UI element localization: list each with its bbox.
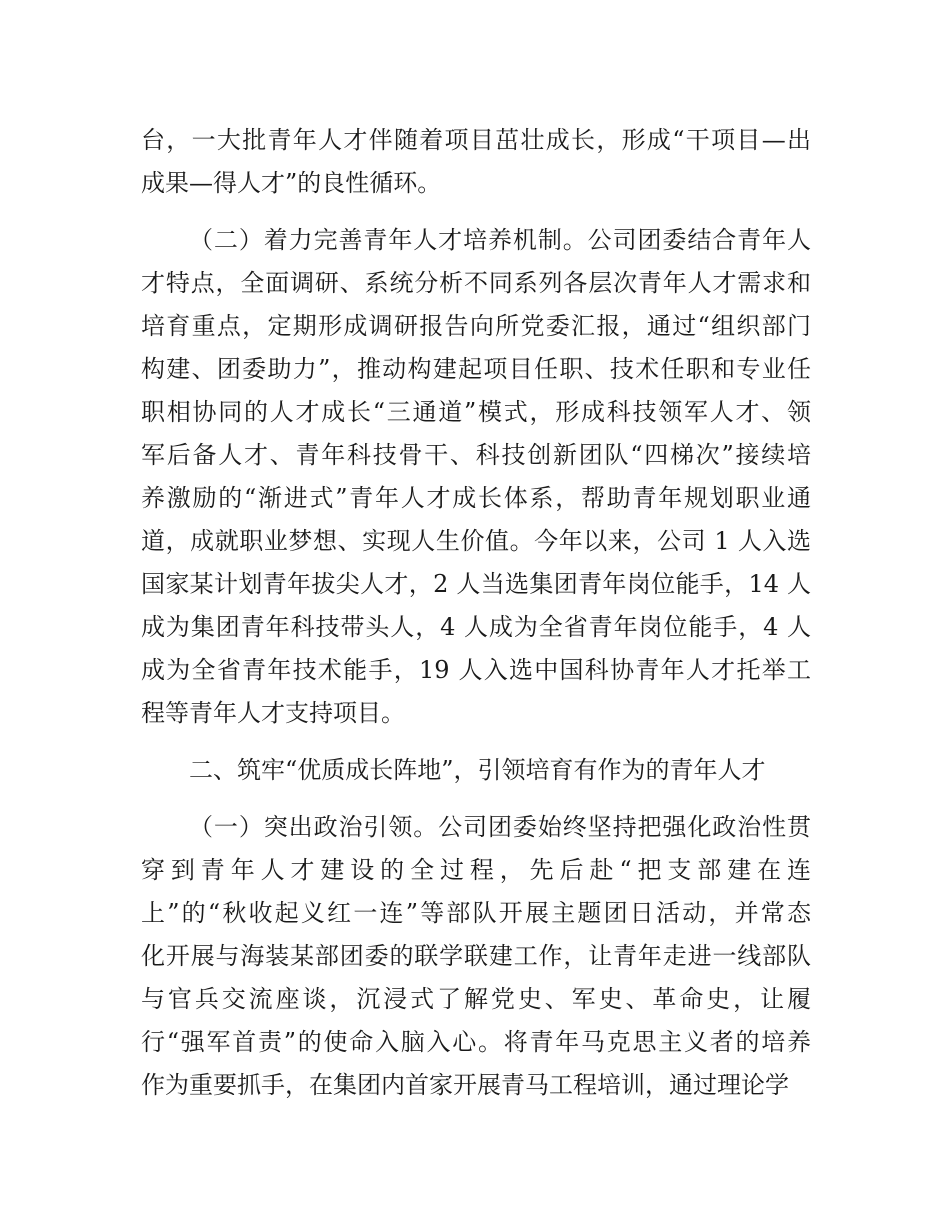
text-line: 穿到青年人才建设的全过程，先后赴“把支部建在连	[141, 856, 811, 884]
text-line: 养激励的“渐进式”青年人才成长体系，帮助青年规划职业通	[141, 484, 811, 512]
text-line: 军后备人才、青年科技骨干、科技创新团队“四梯次”接续培	[141, 441, 811, 469]
paragraph-gap	[141, 792, 811, 806]
paragraph-gap	[141, 735, 811, 749]
text-line: 化开展与海装某部团委的联学联建工作，让青年走进一线部队	[141, 942, 811, 970]
text-line: 构建、团委助力”，推动构建起项目任职、技术任职和专业任	[141, 355, 811, 383]
text-line: 成果—得人才”的良性循环。	[141, 169, 442, 197]
text-line: （二）着力完善青年人才培养机制。公司团委结合青年人	[189, 226, 811, 254]
text-line: 台，一大批青年人才伴随着项目茁壮成长，形成“干项目—出	[141, 126, 811, 154]
text-line: 成为全省青年技术能手，19 人入选中国科协青年人才托举工	[141, 656, 811, 684]
text-line: 行“强军首责”的使命入脑入心。将青年马克思主义者的培养	[141, 1028, 811, 1056]
paragraph	[141, 119, 811, 205]
text-line: 职相协同的人才成长“三通道”模式，形成科技领军人才、领	[141, 398, 811, 426]
text-line: 作为重要抓手，在集团内首家开展青马工程培训，通过理论学	[141, 1071, 789, 1099]
text-line: 国家某计划青年拔尖人才，2 人当选集团青年岗位能手，14 人	[141, 570, 811, 598]
text-line: 程等青年人才支持项目。	[141, 699, 405, 727]
paragraph	[141, 219, 811, 735]
text-line: 与官兵交流座谈，沉浸式了解党史、军史、革命史，让履	[141, 985, 811, 1013]
text-line: 二、筑牢“优质成长阵地”，引领培育有作为的青年人才	[189, 756, 766, 784]
paragraph-gap	[141, 205, 811, 219]
text-line: 才特点，全面调研、系统分析不同系列各层次青年人才需求和	[141, 269, 811, 297]
text-line: 培育重点，定期形成调研报告向所党委汇报，通过“组织部门	[141, 312, 811, 340]
paragraph	[141, 806, 811, 1107]
paragraph	[141, 749, 811, 792]
text-line: （一）突出政治引领。公司团委始终坚持把强化政治性贯	[189, 813, 811, 841]
document-body	[141, 119, 811, 1107]
text-line: 成为集团青年科技带头人，4 人成为全省青年岗位能手，4 人	[141, 613, 811, 641]
text-line: 道，成就职业梦想、实现人生价值。今年以来，公司 1 人入选	[141, 527, 811, 555]
text-line: 上”的“秋收起义红一连”等部队开展主题团日活动，并常态	[141, 899, 811, 927]
